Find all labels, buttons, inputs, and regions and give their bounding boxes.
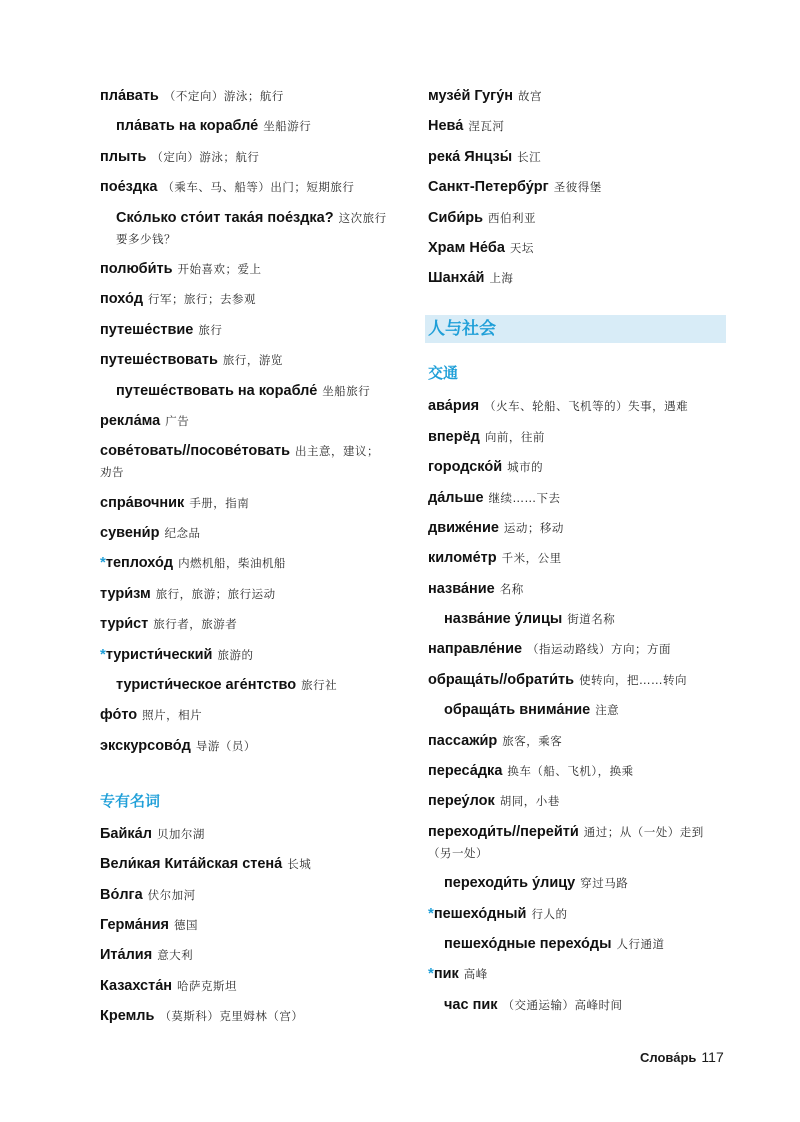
- chinese-translation: 哈萨克斯坦: [177, 978, 238, 993]
- left-column: [100, 86, 390, 1037]
- chinese-translation: 注意: [595, 703, 620, 718]
- chinese-translation: 出主意，建议；劝告: [100, 444, 380, 480]
- dictionary-entry: [428, 791, 718, 812]
- russian-headword: пое́здка: [100, 179, 158, 196]
- chinese-translation: 高峰: [463, 967, 488, 982]
- russian-headword: обраща́ть внима́ние: [444, 702, 591, 719]
- russian-headword: спра́вочник: [100, 494, 185, 511]
- chinese-translation: 伏尔加河: [147, 887, 196, 902]
- dictionary-entry: [428, 396, 718, 417]
- chinese-translation: 旅游的: [217, 647, 254, 662]
- russian-headword: переу́лок: [428, 793, 495, 810]
- dictionary-entry: [100, 259, 390, 280]
- chinese-translation: 涅瓦河: [468, 119, 505, 134]
- russian-headword: полюби́ть: [100, 260, 173, 277]
- dictionary-entry: [100, 441, 390, 483]
- russian-headword: вперёд: [428, 428, 480, 445]
- asterisk-marker: *: [100, 554, 106, 572]
- sub-entry: [100, 208, 390, 250]
- chinese-translation: 穿过马路: [580, 876, 629, 891]
- asterisk-marker: *: [100, 645, 106, 663]
- russian-headword: ава́рия: [428, 398, 480, 415]
- chinese-translation: （交通运输）高峰时间: [502, 997, 623, 1012]
- chinese-translation: 旅行，游览: [222, 353, 283, 368]
- proper-nouns-entry-list: [100, 824, 390, 1027]
- dictionary-entry: [428, 731, 718, 752]
- russian-headword: Вели́кая Кита́йская стена́: [100, 856, 283, 873]
- russian-headword: Кремль: [100, 1008, 155, 1025]
- chinese-translation: 坐船旅行: [322, 383, 371, 398]
- dictionary-entry: [100, 614, 390, 635]
- dictionary-entry: [100, 147, 390, 168]
- dictionary-entry: [100, 584, 390, 605]
- russian-headword: Сиби́рь: [428, 209, 484, 226]
- chinese-translation: 内燃机船，柴油机船: [178, 556, 287, 571]
- russian-headword: Герма́ния: [100, 916, 169, 933]
- russian-headword: Шанха́й: [428, 270, 485, 287]
- chinese-translation: 长江: [517, 149, 542, 164]
- dictionary-entry: [100, 289, 390, 310]
- dictionary-entry: [100, 885, 390, 906]
- chinese-translation: 街道名称: [567, 612, 616, 627]
- dictionary-entry: [428, 427, 718, 448]
- chapter-banner: 人与社会: [425, 315, 726, 343]
- sub-entry: [100, 675, 390, 696]
- russian-headword: туристи́ческое аге́нтство: [116, 677, 297, 694]
- section-heading-transport: 交通: [428, 364, 459, 383]
- russian-headword: назва́ние: [428, 580, 495, 597]
- russian-headword: похо́д: [100, 291, 144, 308]
- russian-headword: пешехо́дные перехо́ды: [444, 935, 612, 952]
- chinese-translation: 名称: [499, 581, 524, 596]
- dictionary-entry: [428, 238, 718, 259]
- dictionary-entry: [100, 645, 390, 666]
- dictionary-entry: [428, 904, 718, 925]
- chinese-translation: 广告: [165, 413, 190, 428]
- chinese-translation: 旅行: [198, 322, 223, 337]
- dictionary-entry: [428, 208, 718, 229]
- dictionary-entry: [428, 457, 718, 478]
- russian-headword: Ита́лия: [100, 947, 153, 964]
- chinese-translation: 上海: [489, 271, 514, 286]
- dictionary-entry: [428, 488, 718, 509]
- russian-headword: экскурсово́д: [100, 737, 191, 754]
- chinese-translation: 手册，指南: [189, 495, 250, 510]
- russian-headword: пассажи́р: [428, 732, 498, 749]
- dictionary-entry: [100, 86, 390, 107]
- russian-headword: Нева́: [428, 118, 464, 135]
- sub-entry: [428, 873, 718, 894]
- dictionary-entry: [100, 320, 390, 341]
- dictionary-entry: [428, 518, 718, 539]
- russian-headword: пла́вать на корабле́: [116, 118, 259, 135]
- asterisk-marker: *: [428, 904, 434, 922]
- russian-headword: пла́вать: [100, 88, 159, 104]
- russian-headword: да́льше: [428, 489, 484, 506]
- russian-headword: река́ Янцзы́: [428, 148, 513, 165]
- russian-headword: назва́ние у́лицы: [444, 611, 563, 628]
- russian-headword: теплохо́д: [105, 555, 174, 572]
- transport-entry-list: [428, 396, 718, 1015]
- russian-headword: направле́ние: [428, 641, 523, 658]
- page-footer: [640, 1049, 724, 1066]
- chinese-translation: 开始喜欢；爱上: [177, 261, 262, 276]
- russian-headword: тури́ст: [100, 616, 149, 633]
- dictionary-entry: [100, 915, 390, 936]
- chinese-translation: 行人的: [531, 906, 568, 921]
- chinese-translation: （莫斯科）克里姆林（宫）: [159, 1009, 304, 1024]
- dictionary-entry: [100, 1006, 390, 1027]
- russian-headword: плыть: [100, 148, 147, 165]
- chinese-translation: 向前，往前: [484, 429, 545, 444]
- dictionary-entry: [428, 670, 718, 691]
- chinese-translation: 旅行，旅游；旅行运动: [155, 586, 276, 601]
- russian-headword: переса́дка: [428, 763, 503, 780]
- page-number: 117: [701, 1049, 724, 1065]
- dictionary-entry: [428, 761, 718, 782]
- chinese-translation: 旅行社: [301, 678, 338, 693]
- dictionary-entry: [100, 411, 390, 432]
- russian-headword: киломе́тр: [428, 550, 497, 567]
- russian-headword: фо́то: [100, 707, 138, 724]
- russian-headword: сувени́р: [100, 525, 160, 542]
- chinese-translation: 贝加尔湖: [156, 826, 205, 841]
- russian-headword: час пик: [444, 996, 498, 1013]
- russian-headword: путеше́ствие: [100, 321, 194, 338]
- russian-headword: тури́зм: [100, 585, 151, 602]
- russian-headword: сове́товать//посове́товать: [100, 443, 291, 460]
- chinese-translation: 天坛: [509, 240, 534, 255]
- russian-headword: пик: [433, 966, 459, 983]
- chinese-translation: （不定向）游泳；航行: [163, 89, 284, 103]
- chinese-translation: （定向）游泳；航行: [151, 149, 260, 164]
- chinese-translation: 旅行者，旅游者: [153, 617, 238, 632]
- chinese-translation: 照片，相片: [142, 708, 203, 723]
- chinese-translation: 换车（船、飞机），换乘: [507, 764, 634, 779]
- chinese-translation: 意大利: [157, 948, 194, 963]
- russian-headword: городско́й: [428, 459, 503, 476]
- chinese-translation: 长城: [287, 857, 312, 872]
- sub-entry: [100, 116, 390, 137]
- chinese-translation: 使转向，把……转向: [579, 672, 688, 687]
- dictionary-entry: [428, 177, 718, 198]
- dictionary-entry: [428, 268, 718, 289]
- sub-entry: [428, 700, 718, 721]
- russian-headword: рекла́ма: [100, 412, 161, 429]
- russian-headword: путеше́ствовать: [100, 352, 218, 369]
- chinese-translation: （指运动路线）方向；方面: [527, 642, 672, 657]
- chinese-translation: （火车、轮船、飞机等的）失事，遇难: [484, 399, 689, 414]
- russian-headword: Храм Не́ба: [428, 239, 505, 256]
- sub-entry: [428, 934, 718, 955]
- right-column: [428, 86, 718, 1025]
- sub-entry: [428, 609, 718, 630]
- chinese-translation: 坐船游行: [263, 119, 312, 134]
- russian-headword: Байка́л: [100, 825, 152, 842]
- sub-entry: [100, 381, 390, 402]
- chinese-translation: 纪念品: [164, 526, 201, 541]
- russian-headword: Ско́лько сто́ит така́я пое́здка?: [116, 209, 334, 226]
- chinese-translation: 西伯利亚: [488, 210, 537, 225]
- chinese-translation: 这次旅行要多少钱？: [116, 210, 387, 246]
- chinese-translation: 继续……下去: [488, 490, 561, 505]
- dictionary-entry: [100, 824, 390, 845]
- chinese-translation: 行军；旅行；去参观: [148, 292, 257, 307]
- left-entry-list: [100, 86, 390, 757]
- sub-entry: [428, 995, 718, 1016]
- dictionary-entry: [428, 116, 718, 137]
- russian-headword: пешехо́дный: [433, 905, 527, 922]
- russian-headword: туристи́ческий: [105, 646, 213, 663]
- dictionary-entry: [428, 639, 718, 660]
- footer-dictionary-label: Слова́рь: [640, 1050, 697, 1065]
- dictionary-entry: [100, 736, 390, 757]
- dictionary-entry: [100, 976, 390, 997]
- chinese-translation: 故宫: [518, 89, 543, 103]
- dictionary-entry: [428, 86, 718, 107]
- russian-headword: Казахста́н: [100, 977, 173, 994]
- chinese-translation: 人行通道: [616, 936, 665, 951]
- chinese-translation: 城市的: [507, 460, 544, 475]
- asterisk-marker: *: [428, 965, 434, 983]
- chinese-translation: 德国: [173, 917, 198, 932]
- chinese-translation: 千米，公里: [501, 551, 562, 566]
- dictionary-entry: [100, 350, 390, 371]
- russian-headword: движе́ние: [428, 519, 499, 536]
- russian-headword: музе́й Гугу́н: [428, 88, 514, 104]
- russian-headword: Во́лга: [100, 886, 143, 903]
- dictionary-entry: [100, 523, 390, 544]
- chinese-translation: 通过；从（一处）走到（另一处）: [428, 824, 704, 860]
- dictionary-entry: [100, 493, 390, 514]
- dictionary-entry: [100, 553, 390, 574]
- russian-headword: Санкт-Петербу́рг: [428, 179, 549, 196]
- russian-headword: переходи́ть у́лицу: [444, 875, 576, 892]
- dictionary-entry: [100, 705, 390, 726]
- dictionary-entry: [100, 945, 390, 966]
- right-entry-list: [428, 86, 718, 289]
- chinese-translation: 导游（员）: [195, 738, 256, 753]
- chinese-translation: 圣彼得堡: [553, 180, 602, 195]
- dictionary-entry: [428, 579, 718, 600]
- chinese-translation: 旅客，乘客: [502, 733, 563, 748]
- dictionary-entry: [428, 147, 718, 168]
- dictionary-entry: [100, 177, 390, 198]
- russian-headword: переходи́ть//перейти́: [428, 823, 579, 840]
- dictionary-entry: [428, 822, 718, 864]
- chinese-translation: 运动；移动: [503, 520, 564, 535]
- russian-headword: обраща́ть//обрати́ть: [428, 671, 575, 688]
- chinese-translation: 胡同，小巷: [499, 794, 560, 809]
- chinese-translation: （乘车、马、船等）出门；短期旅行: [162, 180, 355, 195]
- dictionary-entry: [428, 964, 718, 985]
- dictionary-entry: [428, 548, 718, 569]
- dictionary-entry: [100, 854, 390, 875]
- russian-headword: путеше́ствовать на корабле́: [116, 382, 318, 399]
- section-heading-proper-nouns: 专有名词: [100, 791, 161, 810]
